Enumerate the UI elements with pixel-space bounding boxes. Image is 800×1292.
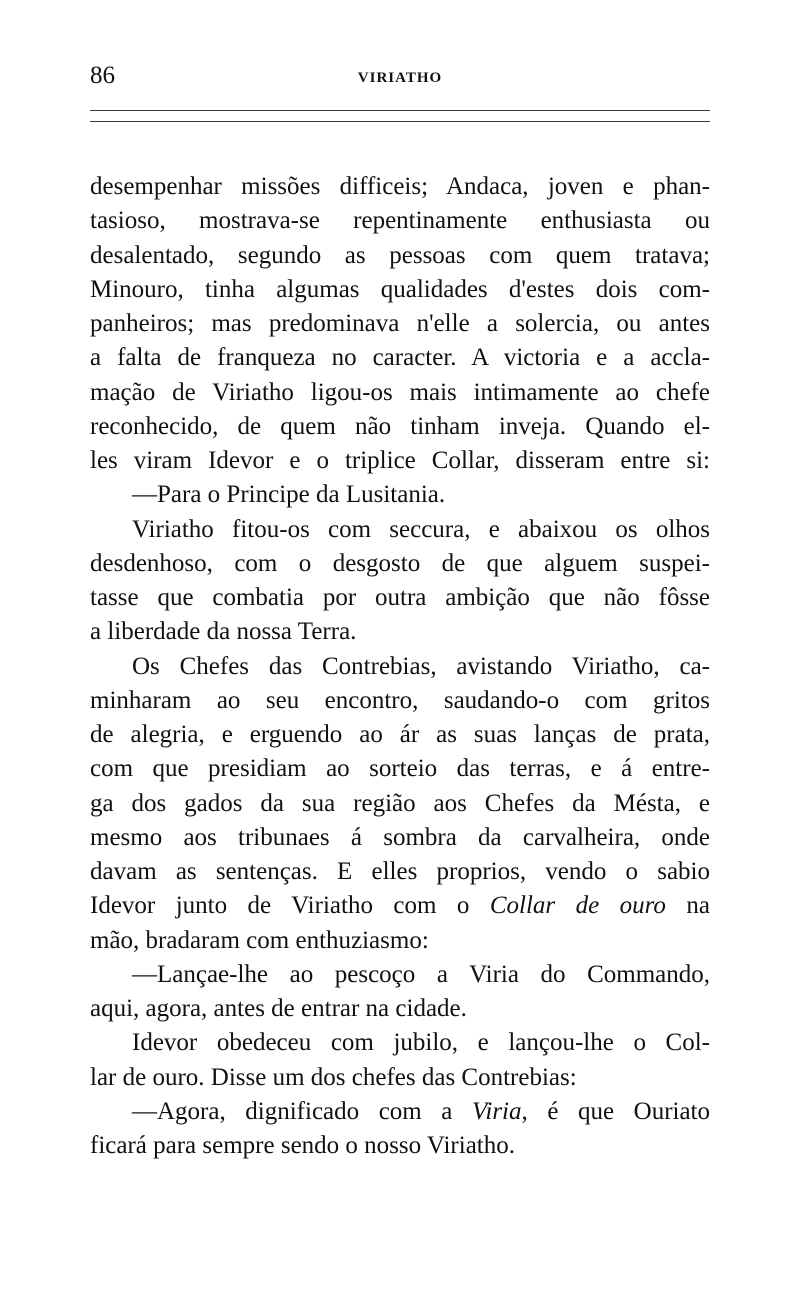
text-line (90, 1095, 710, 1129)
text-segment: tasse que combatia por outra ambição que não fôsse (90, 584, 710, 611)
text-segment: panheiros; mas predominava n'elle a solercia, ou antes (90, 310, 710, 337)
text-segment: davam as sentenças. E elles proprios, vendo o sabio (90, 858, 710, 885)
text-segment: —Lançae-lhe ao pescoço a Viria do Commando, (132, 960, 710, 988)
text-line (90, 513, 710, 547)
italic-text-segment: Viria (471, 1097, 522, 1125)
text-segment: minharam ao seu encontro, saudando-o com gritos (90, 686, 710, 714)
italic-text-segment: Collar de ouro (489, 892, 666, 920)
text-line (90, 958, 710, 992)
text-segment: tasioso, mostrava-se repentinamente enthusiasta ou (90, 207, 710, 235)
text-segment: mão, bradaram com enthuziasmo: (90, 926, 429, 954)
text-line (90, 341, 710, 375)
text-line (90, 478, 710, 512)
text-segment: desalentado, segundo as pessoas com quem tratava; (90, 241, 710, 269)
text-segment: —Agora, dignificado com a (132, 1097, 472, 1125)
text-line (90, 684, 710, 718)
text-segment: desdenhoso, com o desgosto de que alguem suspei- (90, 549, 710, 577)
text-line (90, 752, 710, 786)
text-line (90, 821, 710, 855)
running-title: VIRIATHO (357, 70, 443, 86)
text-line (90, 170, 710, 204)
text-segment: Minouro, tinha algumas qualidades d'estes dois com- (90, 275, 710, 303)
text-line (90, 718, 710, 752)
text-line (90, 410, 710, 444)
text-line (90, 376, 710, 410)
text-line (90, 547, 710, 581)
text-line (90, 273, 710, 307)
text-segment: a liberdade da nossa Terra. (90, 618, 357, 646)
text-line (90, 615, 710, 649)
text-segment: na (665, 892, 710, 920)
text-line (90, 1061, 710, 1095)
text-segment: de alegria, e erguendo ao ár as suas lanças de prata, (90, 721, 710, 748)
page-number: 86 (90, 62, 115, 89)
text-segment: , é que Ouriato (521, 1097, 711, 1125)
text-segment: Idevor junto de Viriatho com o (90, 892, 490, 920)
text-segment: a falta de franqueza no caracter. A victoria e a accla- (90, 344, 710, 372)
text-segment: Idevor obedeceu com jubilo, e lançou-lhe o Col- (132, 1029, 710, 1057)
text-segment: aqui, agora, antes de entrar na cidade. (90, 995, 467, 1022)
text-segment: com que presidiam ao sorteio das terras, e á entre- (90, 755, 710, 783)
text-segment: Os Chefes das Contrebias, avistando Viriatho, ca- (132, 652, 710, 680)
text-line (90, 204, 710, 238)
text-line (90, 307, 710, 341)
text-line (90, 1026, 710, 1060)
body-text (90, 170, 710, 1163)
text-segment: ga dos gados da sua região aos Chefes da Mésta, e (90, 789, 710, 817)
text-line (90, 444, 710, 478)
text-line (90, 650, 710, 684)
text-line (90, 1129, 710, 1163)
text-segment: —Para o Principe da Lusitania. (132, 481, 446, 509)
text-line (90, 992, 710, 1026)
text-segment: Viriatho fitou-os com seccura, e abaixou os olhos (132, 515, 710, 543)
text-line (90, 924, 710, 958)
text-line (90, 889, 710, 923)
text-segment: reconhecido, de quem não tinham inveja. Quando el- (90, 412, 710, 440)
text-segment: les viram Idevor e o triplice Collar, disseram entre si: (90, 447, 710, 474)
text-line (90, 239, 710, 273)
header-rule-bottom (90, 121, 710, 122)
text-segment: lar de ouro. Disse um dos chefes das Contrebias: (90, 1063, 577, 1091)
text-line (90, 787, 710, 821)
text-line (90, 855, 710, 889)
text-segment: mação de Viriatho ligou-os mais intimamente ao chefe (90, 378, 710, 406)
text-segment: ficará para sempre sendo o nosso Viriatho. (90, 1132, 515, 1159)
header-rule-top (90, 110, 710, 111)
text-segment: desempenhar missões difficeis; Andaca, joven e phan- (90, 173, 710, 200)
text-line (90, 581, 710, 615)
text-segment: mesmo aos tribunaes á sombra da carvalheira, onde (90, 823, 710, 851)
